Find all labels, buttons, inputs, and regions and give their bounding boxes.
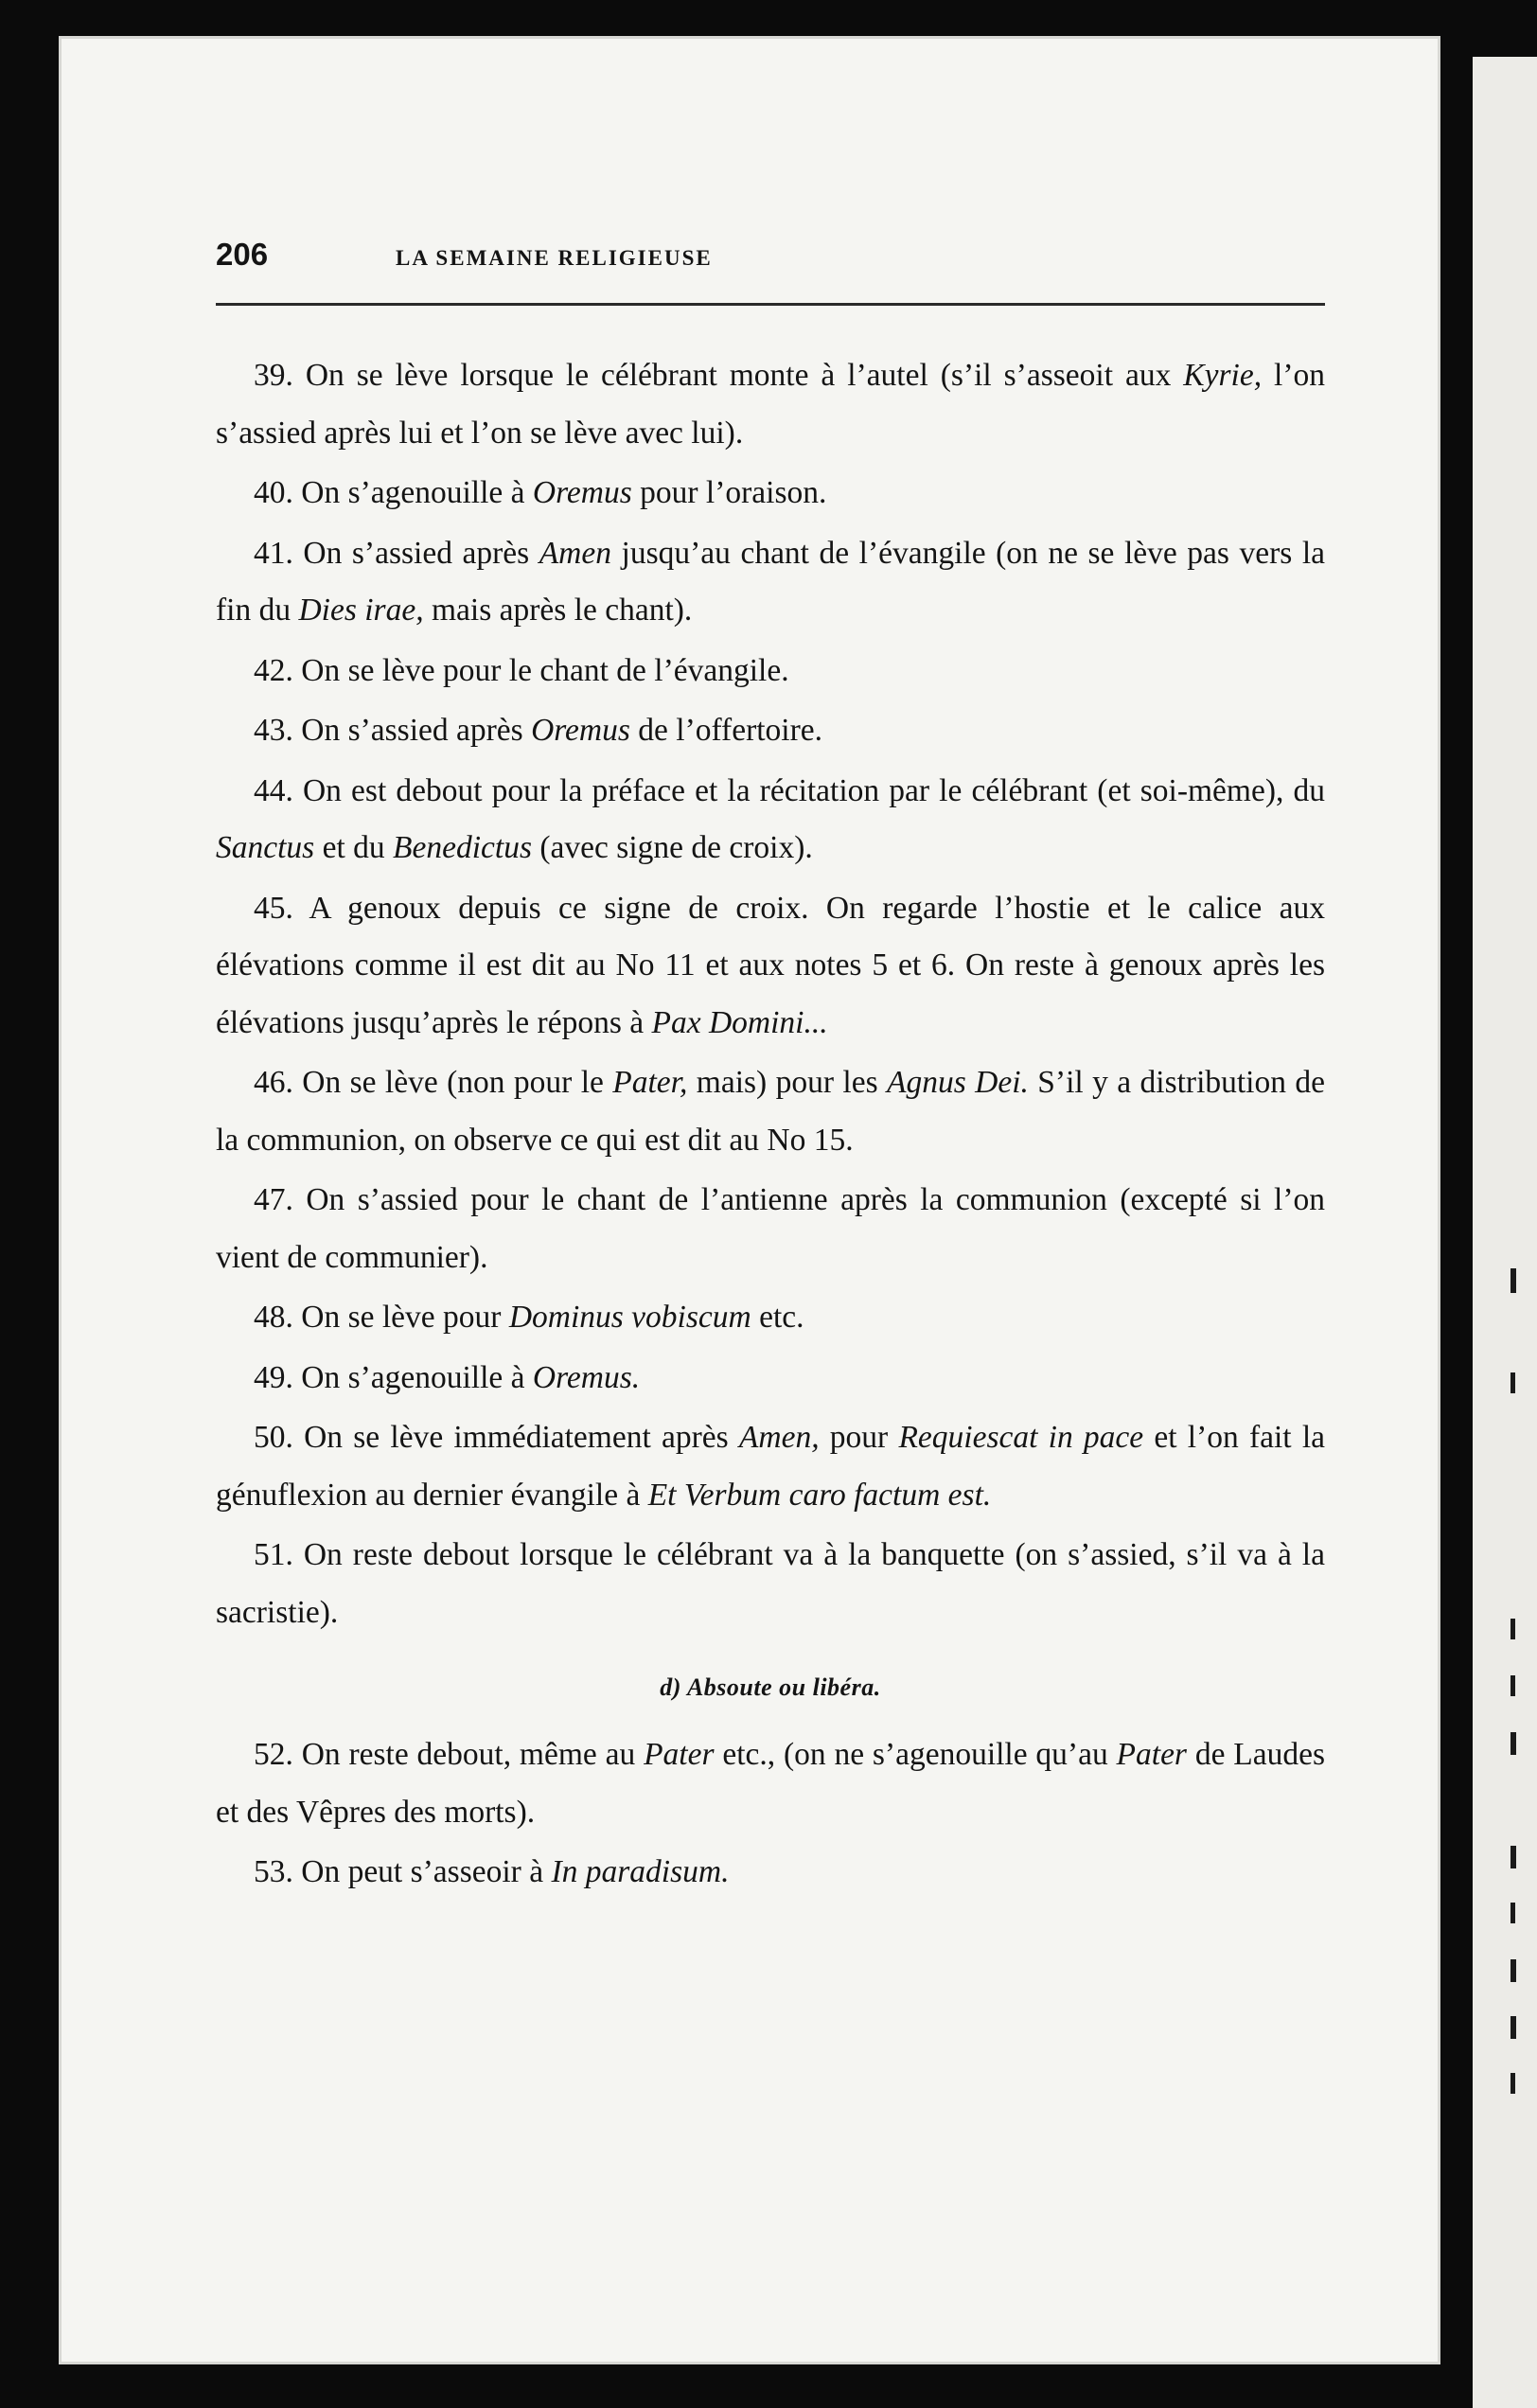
italic-term: Dies irae, [298,593,424,628]
italic-term: Pater, [612,1065,688,1100]
italic-term: Dominus vobiscum [508,1300,751,1335]
italic-term: Oremus. [532,1359,641,1395]
italic-term: Sanctus [216,830,315,865]
section-heading: d) Absoute ou libéra. [660,1673,881,1701]
italic-term: Pax Domini... [651,1004,828,1040]
paragraph: 39. On se lève lorsque le célébrant monte à l’autel (s’il s’asseoit aux Kyrie, l’on s’assied après lui et l’on se lève avec lui). [216,358,1325,451]
paragraphs-after [216,1726,1325,1902]
italic-term: Agnus Dei. [887,1065,1029,1100]
paragraph: 45. A genoux depuis ce signe de croix. On regarde l’hostie et le calice aux élévations comme il est dit au No 11 et aux notes 5 et 6. On reste à genoux après les élévations jusqu’après le répons à Pax Domini... [216,890,1325,1040]
paragraph: 50. On se lève immédiatement après Amen, pour Requiescat in pace et l’on fait la génuflexion au dernier évangile à Et Verbum caro factum est. [216,1420,1325,1513]
paragraphs-before [216,347,1325,1641]
running-title: LA SEMAINE RELIGIEUSE [396,246,713,270]
italic-term: Pater [1116,1737,1187,1772]
paragraph: 43. On s’assied après Oremus de l’offertoire. [254,713,822,748]
paragraph: 47. On s’assied pour le chant de l’antienne après la communion (excepté si l’on vient de communier). [216,1182,1325,1275]
paragraph: 49. On s’agenouille à Oremus. [254,1359,641,1395]
italic-term: Amen, [738,1420,820,1455]
paragraph: 52. On reste debout, même au Pater etc., (on ne s’agenouille qu’au Pater de Laudes et des Vêpres des morts). [216,1737,1325,1830]
italic-term: Pater [644,1737,715,1772]
italic-term: Amen [539,535,611,571]
facing-page-edge [1473,57,1537,2408]
italic-term: Et Verbum caro factum est. [647,1477,992,1513]
italic-term: In paradisum. [551,1854,730,1889]
paragraph: 53. On peut s’asseoir à In paradisum. [254,1854,730,1889]
italic-term: Kyrie, [1183,358,1263,393]
page-number: 206 [216,237,269,272]
page-content [216,237,1325,1904]
paragraph: 46. On se lève (non pour le Pater, mais) pour les Agnus Dei. S’il y a distribution de la communion, on observe ce qui est dit au No 15. [216,1065,1326,1158]
paragraph: 40. On s’agenouille à Oremus pour l’oraison. [254,475,827,510]
italic-term: Benedictus [393,830,533,865]
italic-term: Requiescat in pace [898,1420,1144,1455]
paragraph: 48. On se lève pour Dominus vobiscum etc. [254,1300,804,1335]
italic-term: Oremus [532,475,632,510]
page-header [216,237,1325,306]
italic-term: Oremus [531,713,630,748]
paragraph: 41. On s’assied après Amen jusqu’au chant de l’évangile (on ne se lève pas vers la fin du Dies irae, mais après le chant). [216,535,1325,628]
paragraph: 42. On se lève pour le chant de l’évangile. [254,652,789,688]
paragraph: 51. On reste debout lorsque le célébrant va à la banquette (on s’assied, s’il va à la sacristie). [216,1537,1325,1630]
paragraph: 44. On est debout pour la préface et la récitation par le célébrant (et soi-même), du Sanctus et du Benedictus (avec signe de croix). [216,772,1325,865]
